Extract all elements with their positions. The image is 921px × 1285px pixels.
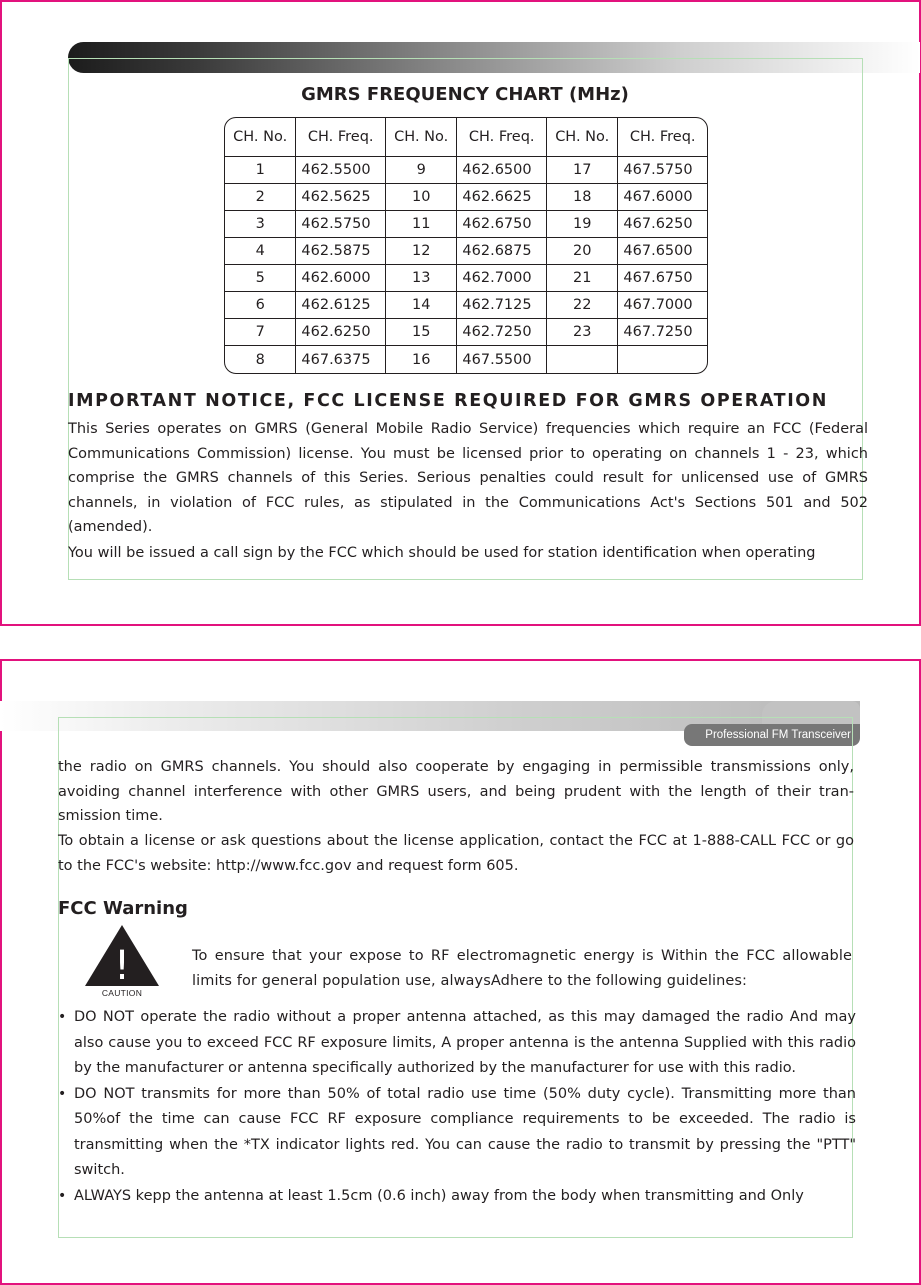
channel-number: 12 — [386, 238, 457, 265]
channel-frequency: 467.6750 — [618, 265, 707, 292]
column-header: CH. Freq. — [618, 118, 707, 157]
channel-number: 1 — [225, 157, 296, 184]
channel-frequency: 467.6250 — [618, 211, 707, 238]
channel-frequency — [618, 346, 707, 373]
channel-number: 19 — [547, 211, 618, 238]
column-header: CH. Freq. — [296, 118, 386, 157]
channel-number: 14 — [386, 292, 457, 319]
gmrs-cooperation-paragraph: the radio on GMRS channels. You should also cooperate by engaging in permissible transmissions only, avoiding channel interference with other GMRS users, and being prudent with the length of their tran-smission time. — [58, 759, 854, 824]
channel-frequency: 462.6000 — [296, 265, 386, 292]
rf-exposure-intro: To ensure that your expose to RF electromagnetic energy is Within the FCC allowable limits for general population use, alwaysAdhere to the following guidelines: — [192, 948, 852, 989]
channel-number — [547, 346, 618, 373]
channel-frequency: 462.6250 — [296, 319, 386, 346]
channel-number: 18 — [547, 184, 618, 211]
bullet-icon: • — [58, 1009, 67, 1025]
gmrs-frequency-table — [224, 117, 708, 374]
table-row — [225, 319, 707, 346]
channel-frequency: 462.7000 — [457, 265, 547, 292]
channel-number: 11 — [386, 211, 457, 238]
channel-number: 6 — [225, 292, 296, 319]
rf-exposure-guidelines-list — [58, 1005, 856, 1209]
channel-number: 7 — [225, 319, 296, 346]
channel-frequency: 462.5875 — [296, 238, 386, 265]
column-header: CH. No. — [225, 118, 296, 157]
frequency-chart-title: GMRS FREQUENCY CHART (MHz) — [301, 84, 629, 105]
channel-frequency: 462.6750 — [457, 211, 547, 238]
channel-number: 9 — [386, 157, 457, 184]
channel-frequency: 462.5750 — [296, 211, 386, 238]
column-header: CH. No. — [386, 118, 457, 157]
guideline-text: operate the radio without a proper antenna attached, as this may damaged the radio And may also cause you to exceed FCC RF exposure limits, A proper antenna is the antenna Supplied with this radio by the manufacturer or antenna specifically authorized by the manufacturer for use with this radio. — [74, 1009, 856, 1076]
table-row — [225, 211, 707, 238]
channel-number: 8 — [225, 346, 296, 373]
gmrs-license-paragraph: This Series operates on GMRS (General Mobile Radio Service) frequencies which require an FCC (Federal Communications Commission) license. You must be licensed prior to operating on channels 1 - 23, which comprise the GMRS channels of this Series. Serious penalties could result for unlicensed use of GMRS channels, in violation of FCC rules, as stipulated in the Communications Act's Sections 501 and 502 (amended). — [68, 421, 868, 535]
channel-number: 21 — [547, 265, 618, 292]
channel-frequency: 462.6625 — [457, 184, 547, 211]
channel-number: 17 — [547, 157, 618, 184]
channel-number: 15 — [386, 319, 457, 346]
table-row — [225, 238, 707, 265]
license-contact-paragraph: To obtain a license or ask questions about the license application, contact the FCC at 1-888-CALL FCC or go to the FCC's website: http://www.fcc.gov and request form 605. — [58, 833, 854, 874]
table-row — [225, 157, 707, 184]
channel-frequency: 462.7125 — [457, 292, 547, 319]
caution-icon-label: CAUTION — [101, 988, 143, 998]
channel-frequency: 467.6375 — [296, 346, 386, 373]
channel-number: 5 — [225, 265, 296, 292]
list-item — [58, 1184, 856, 1210]
table-header-row — [225, 118, 707, 157]
channel-number: 22 — [547, 292, 618, 319]
column-header: CH. Freq. — [457, 118, 547, 157]
list-item — [58, 1005, 856, 1082]
fcc-license-notice-heading: IMPORTANT NOTICE, FCC LICENSE REQUIRED FOR GMRS OPERATION — [68, 391, 829, 411]
bullet-icon: • — [58, 1085, 67, 1102]
guideline-lead: DO NOT — [74, 1085, 135, 1102]
column-header: CH. No. — [547, 118, 618, 157]
call-sign-paragraph: You will be issued a call sign by the FCC which should be used for station identification when operating — [68, 545, 816, 561]
channel-frequency: 462.5625 — [296, 184, 386, 211]
guideline-text: transmits for more than 50% of total radio use time (50% duty cycle). Transmitting more than 50%of the time can cause FCC RF exposure compliance requirements to be exceeded. The radio is transmitting when the *TX indicator lights red. You can cause the radio to transmit by pressing the "PTT" switch. — [74, 1085, 856, 1178]
product-type-tag: Professional FM Transceiver — [684, 724, 860, 746]
channel-frequency: 467.5750 — [618, 157, 707, 184]
channel-frequency: 467.6000 — [618, 184, 707, 211]
caution-exclamation-mark: ! — [113, 943, 131, 989]
table-row — [225, 346, 707, 373]
list-item — [58, 1082, 856, 1184]
channel-number: 16 — [386, 346, 457, 373]
channel-number: 2 — [225, 184, 296, 211]
channel-number: 4 — [225, 238, 296, 265]
table-row — [225, 184, 707, 211]
channel-number: 20 — [547, 238, 618, 265]
channel-frequency: 467.7250 — [618, 319, 707, 346]
channel-number: 13 — [386, 265, 457, 292]
channel-number: 3 — [225, 211, 296, 238]
channel-frequency: 462.6125 — [296, 292, 386, 319]
channel-frequency: 462.6500 — [457, 157, 547, 184]
guideline-text: kepp the antenna at least 1.5cm (0.6 inch) away from the body when transmitting and Only — [131, 1187, 804, 1204]
channel-frequency: 467.7000 — [618, 292, 707, 319]
table-row — [225, 265, 707, 292]
channel-number: 23 — [547, 319, 618, 346]
channel-number: 10 — [386, 184, 457, 211]
channel-frequency: 462.5500 — [296, 157, 386, 184]
channel-frequency: 467.6500 — [618, 238, 707, 265]
bullet-icon: • — [58, 1187, 67, 1204]
channel-frequency: 467.5500 — [457, 346, 547, 373]
channel-frequency: 462.7250 — [457, 319, 547, 346]
fcc-warning-heading: FCC Warning — [58, 898, 188, 919]
guideline-lead: ALWAYS — [74, 1187, 132, 1204]
table-row — [225, 292, 707, 319]
guideline-lead: DO NOT — [74, 1009, 135, 1025]
channel-frequency: 462.6875 — [457, 238, 547, 265]
